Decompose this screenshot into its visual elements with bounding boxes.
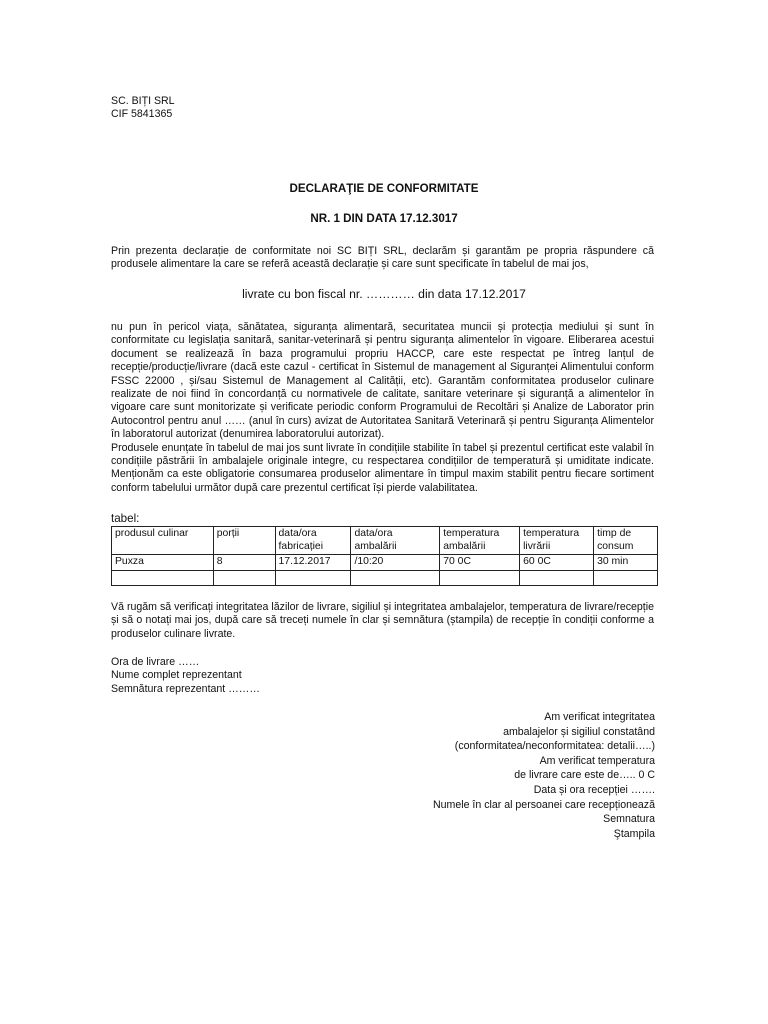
representative-name: Nume complet reprezentant [111,669,242,682]
cell-portii: 8 [213,555,275,571]
reception-line: Am verificat integritatea [544,711,655,723]
table-header-row [112,527,658,555]
cell-temp-ambalare: 70 0C [440,555,520,571]
intro-paragraph [111,245,654,272]
request-text: Vă rugăm să verificați integritatea lăzilor de livrare, sigiliul și integritatea ambalajelor, temperatura de livrare/recepție și să o notați mai jos, după care să treceți numele în clar și semnătura (ștampila) de recepție în condiții conforme a produselor culinare livrate. [111,601,654,640]
header-temp-ambalare: temperatura ambalării [440,527,520,555]
request-paragraph [111,601,654,641]
reception-line: Am verificat temperatura [539,754,655,767]
fiscal-receipt-line: livrate cu bon fiscal nr. ………… din data 17.12.2017 [242,287,526,301]
intro-text: Prin prezenta declarație de conformitate noi SC BIȚI SRL, declarăm și garantăm pe propria răspundere că produsele alimentare la care se referă această declarație și care sunt specificate în tabelul de mai jos, [111,245,654,271]
body-paragraphs [111,321,654,495]
header-fabricatie: data/ora fabricației [275,527,351,555]
cell-produs: Puxza [112,555,214,571]
header-temp-livrare: temperatura livrării [520,527,594,555]
reception-line: ambalajelor și sigiliul constatând [503,725,655,738]
reception-line: Data și ora recepției ……. [533,783,655,796]
body-paragraph-1: nu pun în pericol viața, sănătatea, siguranța alimentară, securitatea muncii și protecția mediului și sunt în conformitate cu legislația sanitară, sanitar-veterinară și pentru siguranța alimentelor în vigoare. Eliberarea acestui document se realizează în baza programului propriu HACCP, care este respectat pe întreg lanțul de recepție/producție/livrare (dacă este cazul - certificat în Sistemul de management al Siguranței Alimentului conform FSSC 22000 , și/sau Sistemul de Management al Calității, etc). Garantăm conformitatea produselor culinare realizate de noi fiind în concordanță cu normativele de calitate, sanitare veterinare și siguranță a alimentelor în vigoare care sunt monitorizate și verificate periodic conform Programului de Recoltări și Analize de Laborator prin Autocontrol pentru anul …… (anul în curs) avizat de Autoritatea Sanitară Veterinară și pentru Siguranța Alimentelor în laboratorul autorizat (denumirea laboratorului autorizat). [111,321,654,441]
reception-line: Numele în clar al persoanei care recepționează [432,798,655,811]
cell-temp-livrare: 60 0C [520,555,594,571]
body-paragraph-2: Produsele enunțate în tabelul de mai jos sunt livrate în condițiile stabilite în tabel și prezentul certificat este valabil în condițiile păstrării în ambalajele originale integre, cu respectarea condițiilor de temperatură și umiditate indicate. Menționăm ca este obligatorie consumarea produselor alimentare în timpul maxim stabilit pentru fiecare sortiment conform tabelului următor după care prezentul certificat își pierde valabilitatea. [111,441,654,494]
company-cif: CIF 5841365 [111,108,173,121]
cell-ambalare: /10:20 [351,555,440,571]
header-produs: produsul culinar [112,527,214,555]
cell-fabricatie: 17.12.2017 [275,555,351,571]
reception-signature-block [335,710,655,841]
table-label: tabel: [111,512,140,525]
cell-timp-consum: 30 min [594,555,658,571]
products-table [111,526,658,586]
delivery-time: Ora de livrare …… [111,656,200,668]
representative-signature: Semnătura reprezentant ……… [111,682,260,695]
company-name: SC. BIȚI SRL [111,95,175,107]
reception-line: (conformitatea/neconformitatea: detalii…..) [454,740,655,753]
header-ambalare: data/ora ambalării [351,527,440,555]
reception-line: de livrare care este de….. 0 C [514,769,655,782]
delivery-signature-block [111,656,260,696]
document-title: DECLARAŢIE DE CONFORMITATE [289,182,479,195]
company-header [111,95,175,122]
document-number: NR. 1 DIN DATA 17.12.3017 [310,212,458,225]
table-row-empty [112,570,658,585]
header-timp-consum: timp de consum [594,527,658,555]
reception-line: Ştampila [613,827,655,840]
header-portii: porții [213,527,275,555]
table-row [112,555,658,571]
reception-line: Semnatura [603,813,655,826]
